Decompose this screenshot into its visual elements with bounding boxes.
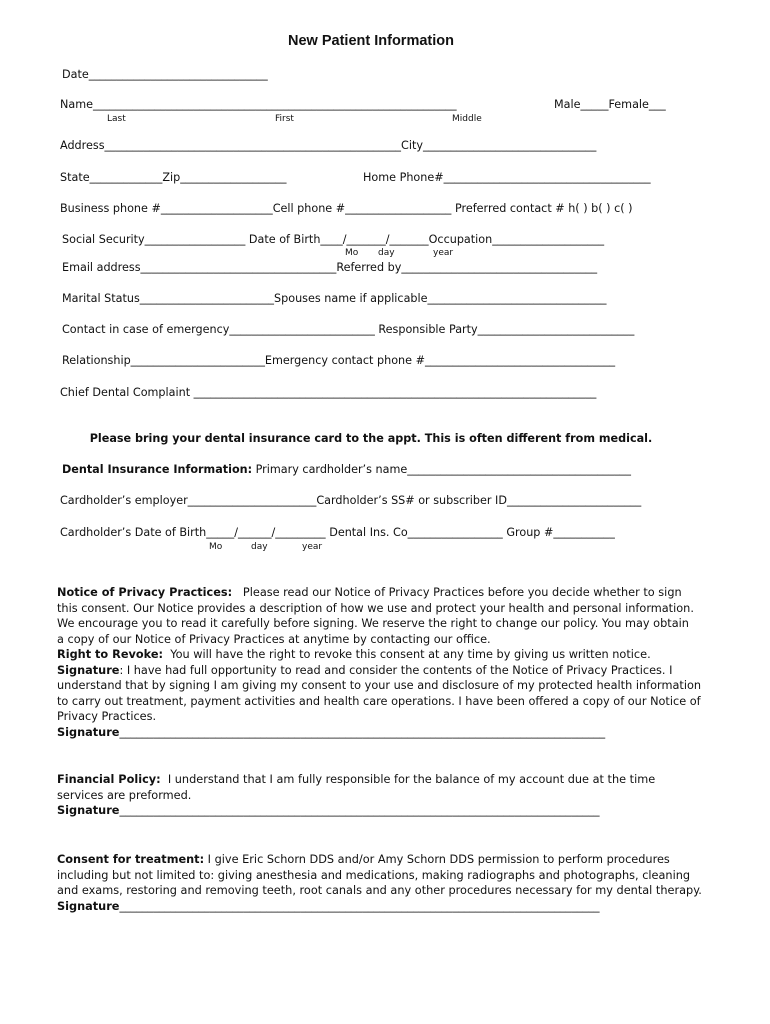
primary-cardholder-field[interactable]: Primary cardholder’s name________________________________________ — [252, 463, 631, 476]
financial-signature-label: Signature — [57, 804, 120, 817]
privacy-line-2: this consent. Our Notice provides a description of how we use and protect your health and personal information. — [57, 601, 694, 615]
privacy-revoke-line: Right to Revoke: You will have the right to revoke this consent at any time by giving us written notice. — [57, 648, 651, 661]
dob-mo-caption: Mo — [345, 248, 359, 258]
cdob-year-caption: year — [302, 542, 323, 552]
financial-line-1: Financial Policy: I understand that I am fully responsible for the balance of my account due at the time — [57, 773, 656, 786]
dental-insurance-label: Dental Insurance Information: — [62, 463, 253, 476]
privacy-heading: Notice of Privacy Practices: — [57, 586, 233, 599]
ssn-dob-occupation-field[interactable]: Social Security__________________ Date of Birth____/_______/_______Occupation____________________ — [62, 233, 605, 246]
privacy-line-1: Notice of Privacy Practices: Please read our Notice of Privacy Practices before you decide whether to sign — [57, 586, 682, 599]
cdob-day-caption: day — [251, 542, 268, 552]
consent-signature-label: Signature — [57, 899, 120, 913]
marital-spouse-field[interactable]: Marital Status________________________Spouses name if applicable________________________________ — [62, 292, 607, 305]
dob-year-caption: year — [433, 248, 454, 258]
financial-signature-field[interactable] — [57, 803, 717, 819]
financial-signature-line[interactable]: _____________________________________________________________________________________ — [119, 804, 600, 817]
consent-line-1: Consent for treatment: I give Eric Schorn DDS and/or Amy Schorn DDS permission to perform procedures — [57, 853, 670, 866]
email-referred-field[interactable]: Email address___________________________________Referred by___________________________________ — [62, 261, 598, 274]
privacy-line-9: Privacy Practices. — [57, 710, 157, 723]
privacy-signature-line[interactable]: ______________________________________________________________________________________ — [119, 725, 606, 739]
chief-complaint-field[interactable]: Chief Dental Complaint ________________________________________________________________________ — [60, 386, 597, 399]
financial-heading: Financial Policy: — [57, 773, 161, 786]
revoke-heading: Right to Revoke: — [57, 648, 164, 661]
financial-line-2: services are preformed. — [57, 788, 192, 802]
consent-section — [57, 852, 717, 914]
signature-heading: Signature — [57, 663, 120, 677]
name-field[interactable]: Name_________________________________________________________________ — [60, 98, 457, 111]
relationship-field[interactable]: Relationship________________________Emergency contact phone #__________________________________ — [62, 354, 616, 367]
financial-section — [57, 772, 717, 819]
privacy-signature-statement: Signature: I have had full opportunity to read and consider the contents of the Notice of Privacy Practices. I — [57, 663, 673, 677]
privacy-line-7: understand that by signing I am giving my consent to your use and disclosure of my protected health information — [57, 679, 702, 692]
name-middle-caption: Middle — [452, 114, 482, 124]
consent-signature-field[interactable] — [57, 899, 717, 915]
state-zip-field[interactable]: State_____________Zip___________________ — [60, 171, 287, 184]
date-field[interactable]: Date________________________________ — [62, 68, 268, 81]
privacy-line-3: We encourage you to read it carefully before signing. We reserve the right to change our policy. You may obtain — [57, 617, 689, 630]
dob-day-caption: day — [378, 248, 395, 258]
page-title: New Patient Information — [288, 33, 454, 49]
consent-heading: Consent for treatment: — [57, 853, 205, 866]
cardholder-dob-field[interactable]: Cardholder’s Date of Birth_____/______/_________ Dental Ins. Co_________________ Group #___________ — [60, 526, 615, 539]
cardholder-employer-field[interactable]: Cardholder’s employer_______________________Cardholder’s SS# or subscriber ID________________________ — [60, 494, 642, 507]
business-cell-phone-field[interactable]: Business phone #____________________Cell phone #___________________ Preferred contact # h( ) b( ) c( ) — [60, 202, 633, 215]
privacy-section — [57, 585, 717, 740]
insurance-note: Please bring your dental insurance card to the appt. This is often different from medical. — [89, 432, 653, 445]
cdob-mo-caption: Mo — [209, 542, 223, 552]
home-phone-field[interactable]: Home Phone#_____________________________________ — [363, 171, 651, 184]
privacy-signature-field[interactable] — [57, 725, 717, 741]
consent-line-2: including but not limited to: giving anesthesia and medications, making radiographs and photographs, cleaning — [57, 868, 691, 882]
name-first-caption: First — [275, 114, 294, 124]
name-last-caption: Last — [107, 114, 126, 124]
consent-line-3: and exams, restoring and removing teeth, root canals and any other procedures necessary for my dental therapy. — [57, 884, 702, 897]
gender-field[interactable]: Male_____Female___ — [554, 98, 666, 111]
privacy-signature-label: Signature — [57, 725, 120, 739]
emergency-contact-field[interactable]: Contact in case of emergency__________________________ Responsible Party____________________________ — [62, 323, 635, 336]
address-city-field[interactable]: Address_____________________________________________________City_______________________________ — [60, 139, 597, 152]
privacy-line-4: a copy of our Notice of Privacy Practices at anytime by contacting our office. — [57, 632, 491, 646]
dental-insurance-row[interactable] — [62, 463, 631, 477]
consent-signature-line[interactable]: _____________________________________________________________________________________ — [119, 899, 600, 913]
privacy-line-8: to carry out treatment, payment activities and health care operations. I have been offered a copy of our Notice of — [57, 694, 701, 708]
